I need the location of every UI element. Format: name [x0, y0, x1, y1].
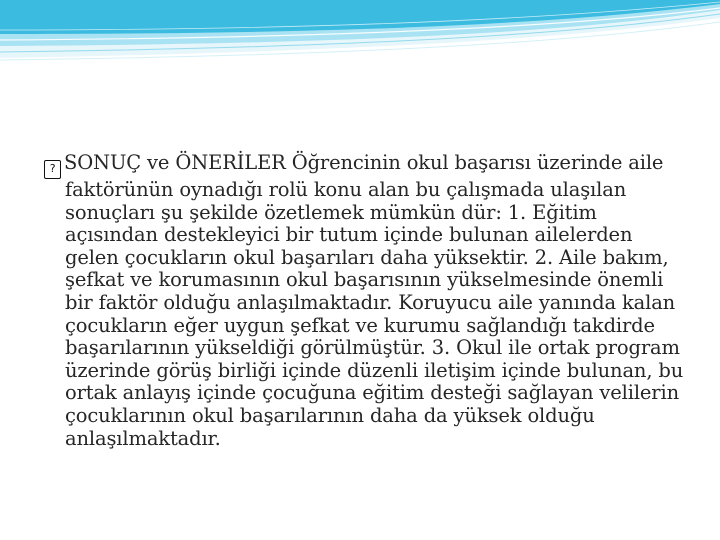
missing-glyph-bullet-icon: ?: [44, 160, 61, 179]
slide-content: [44, 152, 684, 450]
header-wave-decoration: [0, 0, 720, 80]
body-text: SONUÇ ve ÖNERİLER Öğrencinin okul başarısı üzerinde aile faktörünün oynadığı rolü konu alan bu çalışmada ulaşılan sonuçları şu şekilde özetlemek mümkün dür: 1. Eğitim açısından destekleyici bir tutum içinde bulunan ailelerden gelen çocukların okul başarıları daha yüksektir. 2. Aile bakım, şefkat ve korumasının okul başarısının yükselmesinde önemli bir faktör olduğu anlaşılmaktadır. Koruyucu aile yanında kalan çocukların eğer uygun şefkat ve kurumu sağlandığı takdirde başarılarının yükseldiği görülmüştür. 3. Okul ile ortak program üzerinde görüş birliği içinde düzenli iletişim içinde bulunan, bu ortak anlayış içinde çocuğuna eğitim desteği sağlayan velilerin çocuklarının okul başarılarının daha da yüksek olduğu anlaşılmaktadır.: [64, 151, 684, 450]
body-paragraph: [44, 152, 684, 450]
